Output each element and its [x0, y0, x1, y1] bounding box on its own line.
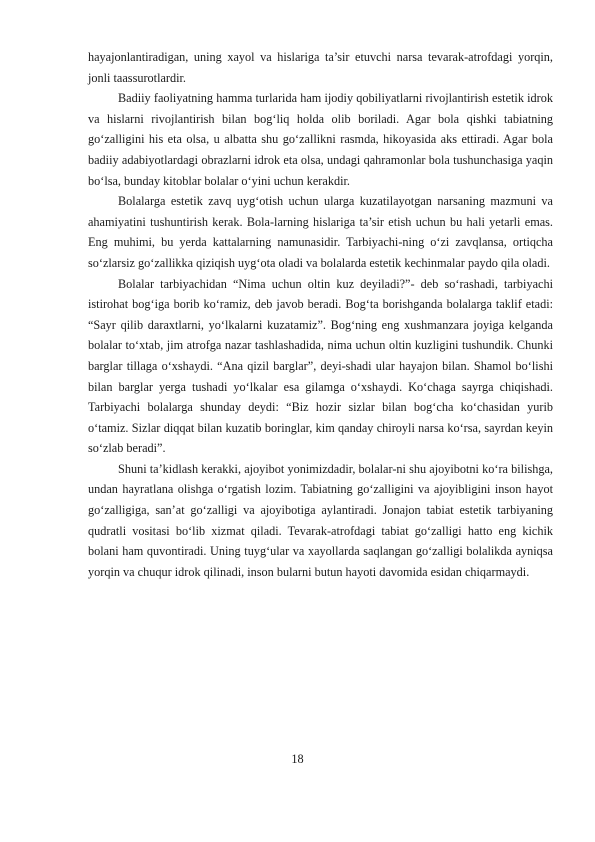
- paragraph: Bolalarga estetik zavq uyg‘otish uchun ularga kuzatilayotgan narsaning mazmuni va ahamiyatini tushuntirish kerak. Bola-larning hislariga ta’sir etish uchun bu hali yetarli emas. Eng muhimi, bu yerda kattalarning namunasidir. Tarbiyachi-ning o‘zi zavqlansa, ortiqcha so‘zlarsiz go‘zallikka qiziqish uyg‘ota oladi va bolalarda estetik kechinmalar paydo qila oladi.: [88, 194, 553, 270]
- paragraph-continuation: hayajonlantiradigan, uning xayol va hislariga ta’sir etuvchi narsa tevarak-atrofdagi yorqin, jonli taassurotlardir.: [88, 50, 553, 85]
- paragraph: Badiiy faoliyatning hamma turlarida ham ijodiy qobiliyatlarni rivojlantirish estetik idrok va hislarni rivojlantirish bilan bog‘liq holda olib boriladi. Agar bola qishki tabiatning go‘zalligini his eta olsa, u albatta shu go‘zallikni rasmda, hikoyasida aks ettiradi. Agar bola badiiy adabiyotlardagi obrazlarni idrok eta olsa, undagi qahramonlar bola tushunchasiga yaqin bo‘lsa, bunday kitoblar bolalar o‘yini uchun kerakdir.: [88, 91, 553, 188]
- body-text: [88, 47, 553, 582]
- paragraph: Shuni ta’kidlash kerakki, ajoyibot yonimizdadir, bolalar-ni shu ajoyibotni ko‘ra bilishga, undan hayratlana olishga o‘rgatish lozim. Tabiatning go‘zalligini va ajoyibligini inson hayot go‘zalligiga, san’at go‘zalligi va ajoyibotiga aylantiradi. Jonajon tabiat estetik tarbiyaning qudratli vositasi bo‘lib xizmat qiladi. Tevarak-atrofdagi tabiat go‘zalligi hatto eng kichik bolani ham quvontiradi. Uning tuyg‘ular va xayollarda saqlangan go‘zalligi bolalikda ayniqsa yorqin va chuqur idrok qilinadi, inson bularni butun hayoti davomida esidan chiqarmaydi.: [88, 461, 553, 579]
- page-number: 18: [291, 752, 304, 766]
- paragraph: Bolalar tarbiyachidan “Nima uchun oltin kuz deyiladi?”- deb so‘rashadi, tarbiyachi istirohat bog‘iga borib ko‘ramiz, deb javob beradi. Bog‘ta borishganda bolalarga taklif etadi: “Sayr qilib daraxtlarni, yo‘lkalarni kuzatamiz”. Bog‘ning eng xushmanzara joyiga kelganda bolalar to‘xtab, jim atrofga nazar tashlashadida, nima uchun oltin kuzligini tushundik. Chunki barglar tillaga o‘xshaydi. “Ana qizil barglar”, deyi-shadi ular hayajon bilan. Shamol bo‘lishi bilan barglar yerga tushadi yo‘lkalar esa gilamga o‘xshaydi. Ko‘chaga sayrga chiqishadi. Tarbiyachi bolalarga shunday deydi: “Biz hozir sizlar bilan bog‘cha ko‘chasidan yurib o‘tamiz. Sizlar diqqat bilan kuzatib boringlar, kim qanday chiroyli narsa ko‘rsa, sayrdan keyin so‘zlab beradi”.: [88, 276, 553, 456]
